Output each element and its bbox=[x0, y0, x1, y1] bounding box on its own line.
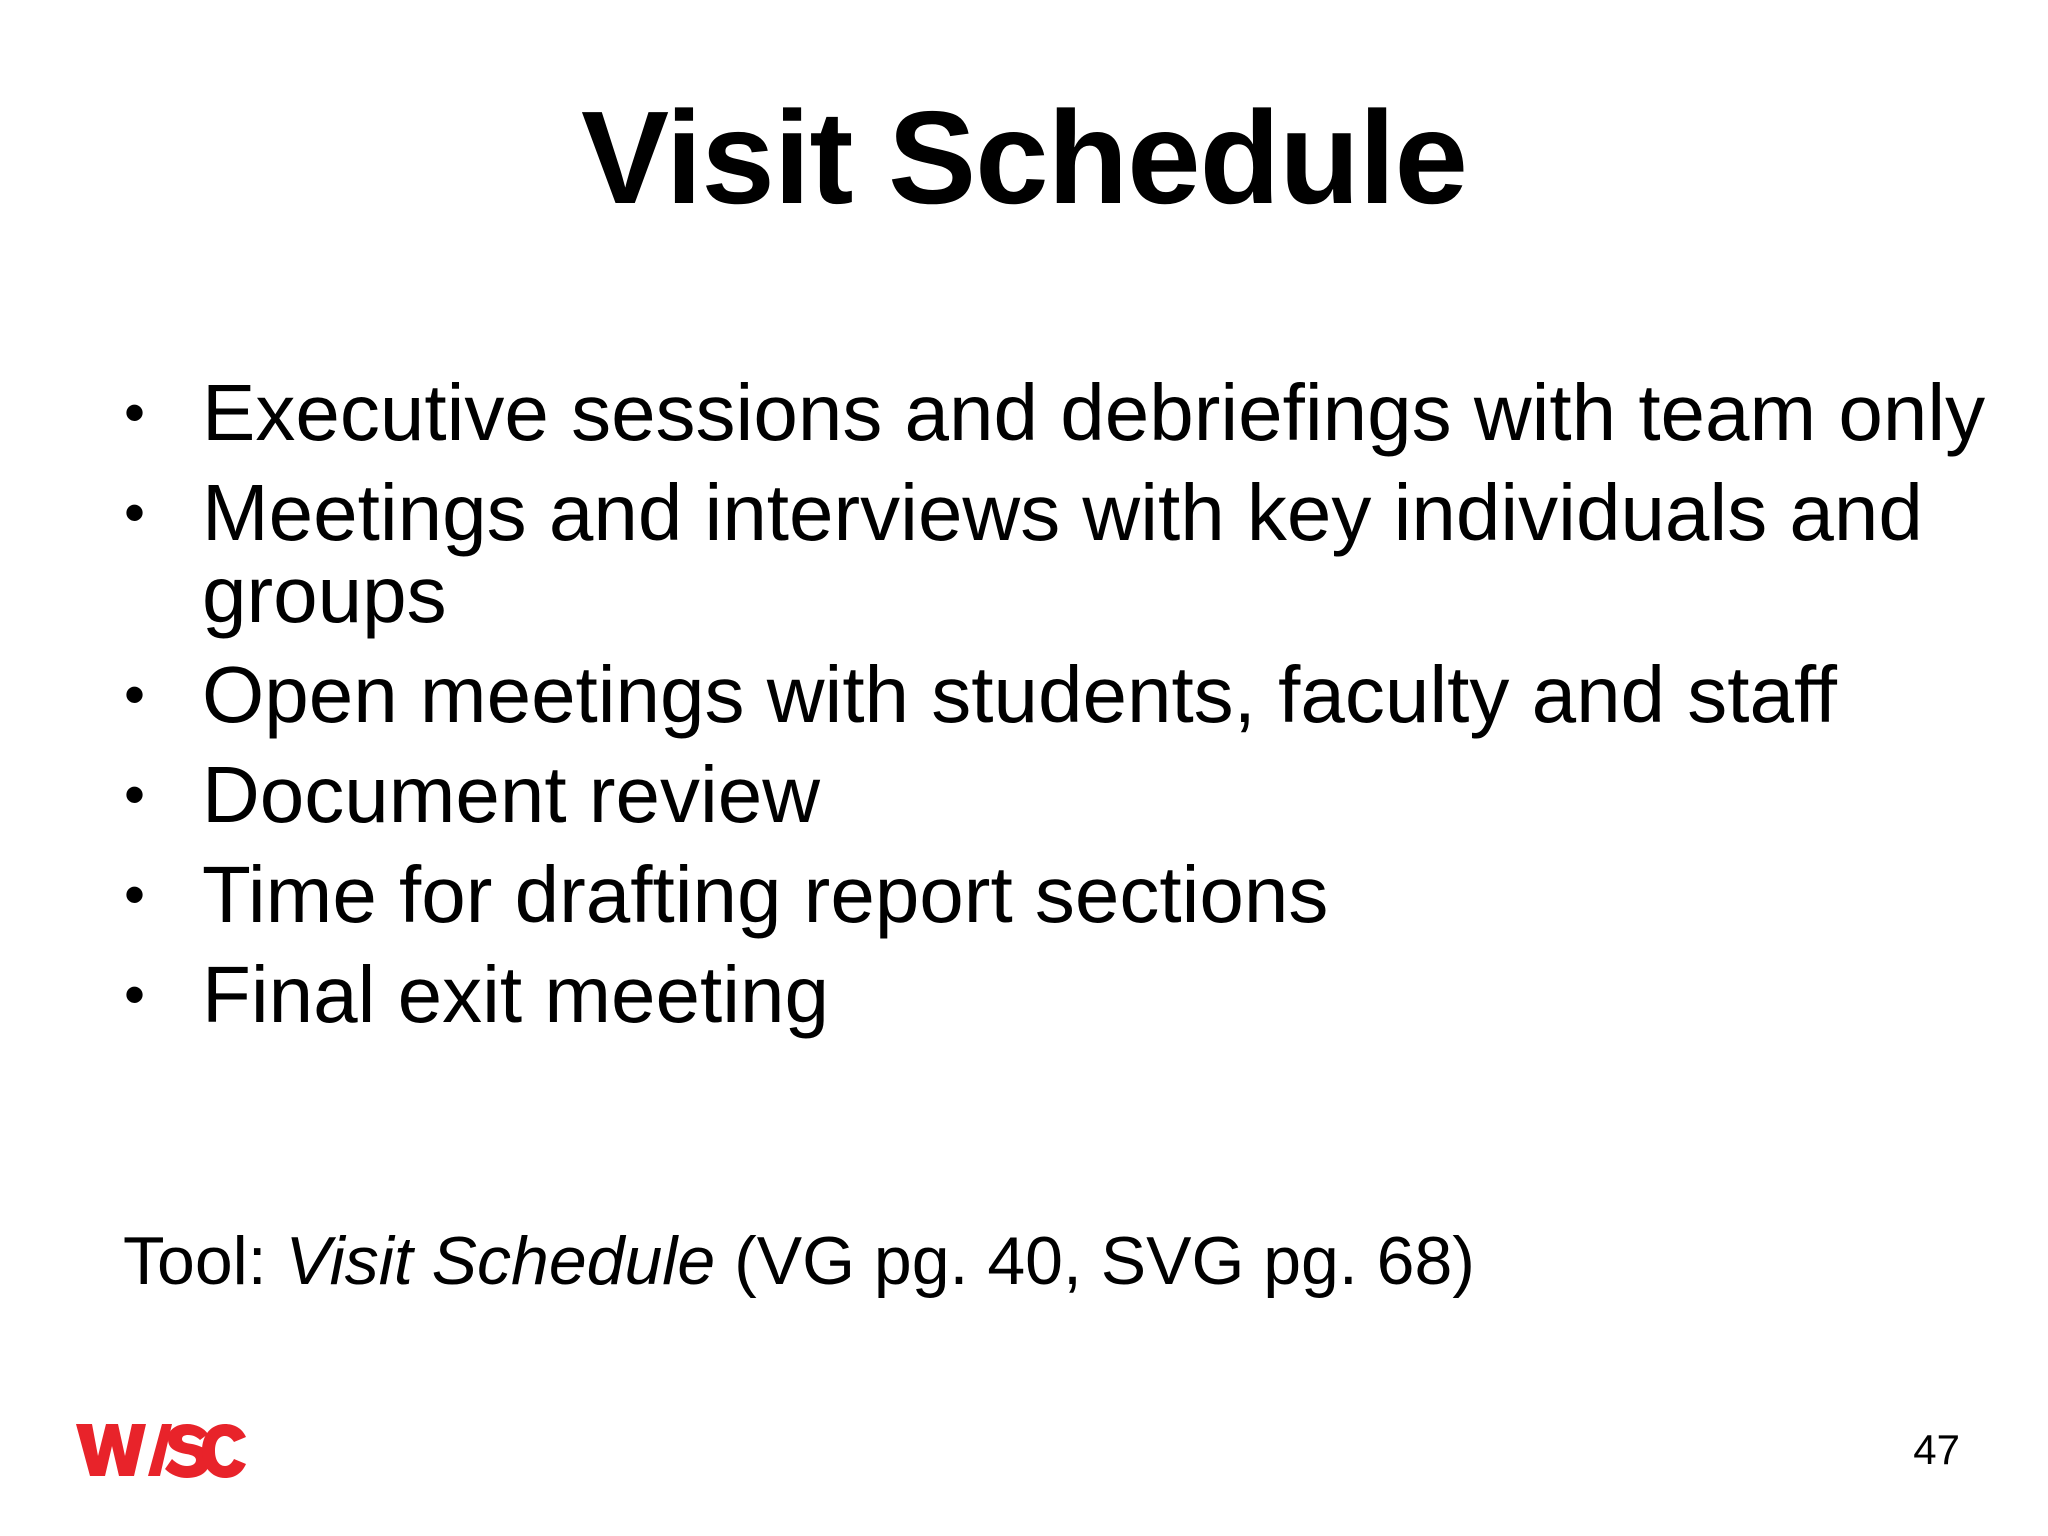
list-item bbox=[120, 950, 2000, 1039]
bullet-text: Final exit meeting bbox=[202, 950, 829, 1039]
bullet-icon: • bbox=[124, 861, 146, 928]
list-item bbox=[120, 368, 2000, 457]
tool-page-refs: (VG pg. 40, SVG pg. 68) bbox=[715, 1223, 1475, 1299]
page-number: 47 bbox=[1913, 1426, 1960, 1473]
bullet-text: Open meetings with students, faculty and staff bbox=[202, 650, 1837, 739]
slide-title: Visit Schedule bbox=[581, 84, 1467, 231]
bullet-icon: • bbox=[124, 761, 146, 828]
wasc-logo-icon bbox=[72, 1418, 248, 1482]
bullet-list bbox=[120, 368, 2000, 1054]
bullet-icon: • bbox=[124, 961, 146, 1028]
bullet-icon: • bbox=[124, 479, 146, 546]
bullet-text: Meetings and interviews with key individuals and groups bbox=[202, 468, 1923, 639]
bullet-text: Time for drafting report sections bbox=[202, 850, 1329, 939]
bullet-text: Document review bbox=[202, 750, 821, 839]
list-item bbox=[120, 468, 2000, 639]
bullet-text: Executive sessions and debriefings with team only bbox=[202, 368, 1986, 457]
list-item bbox=[120, 650, 2000, 739]
list-item bbox=[120, 750, 2000, 839]
list-item bbox=[120, 850, 2000, 939]
logo-glyphs bbox=[76, 1424, 246, 1478]
tool-reference bbox=[123, 1220, 1475, 1302]
tool-prefix: Tool: bbox=[123, 1223, 286, 1299]
bullet-icon: • bbox=[124, 379, 146, 446]
tool-title: Visit Schedule bbox=[285, 1223, 716, 1299]
bullet-icon: • bbox=[124, 661, 146, 728]
